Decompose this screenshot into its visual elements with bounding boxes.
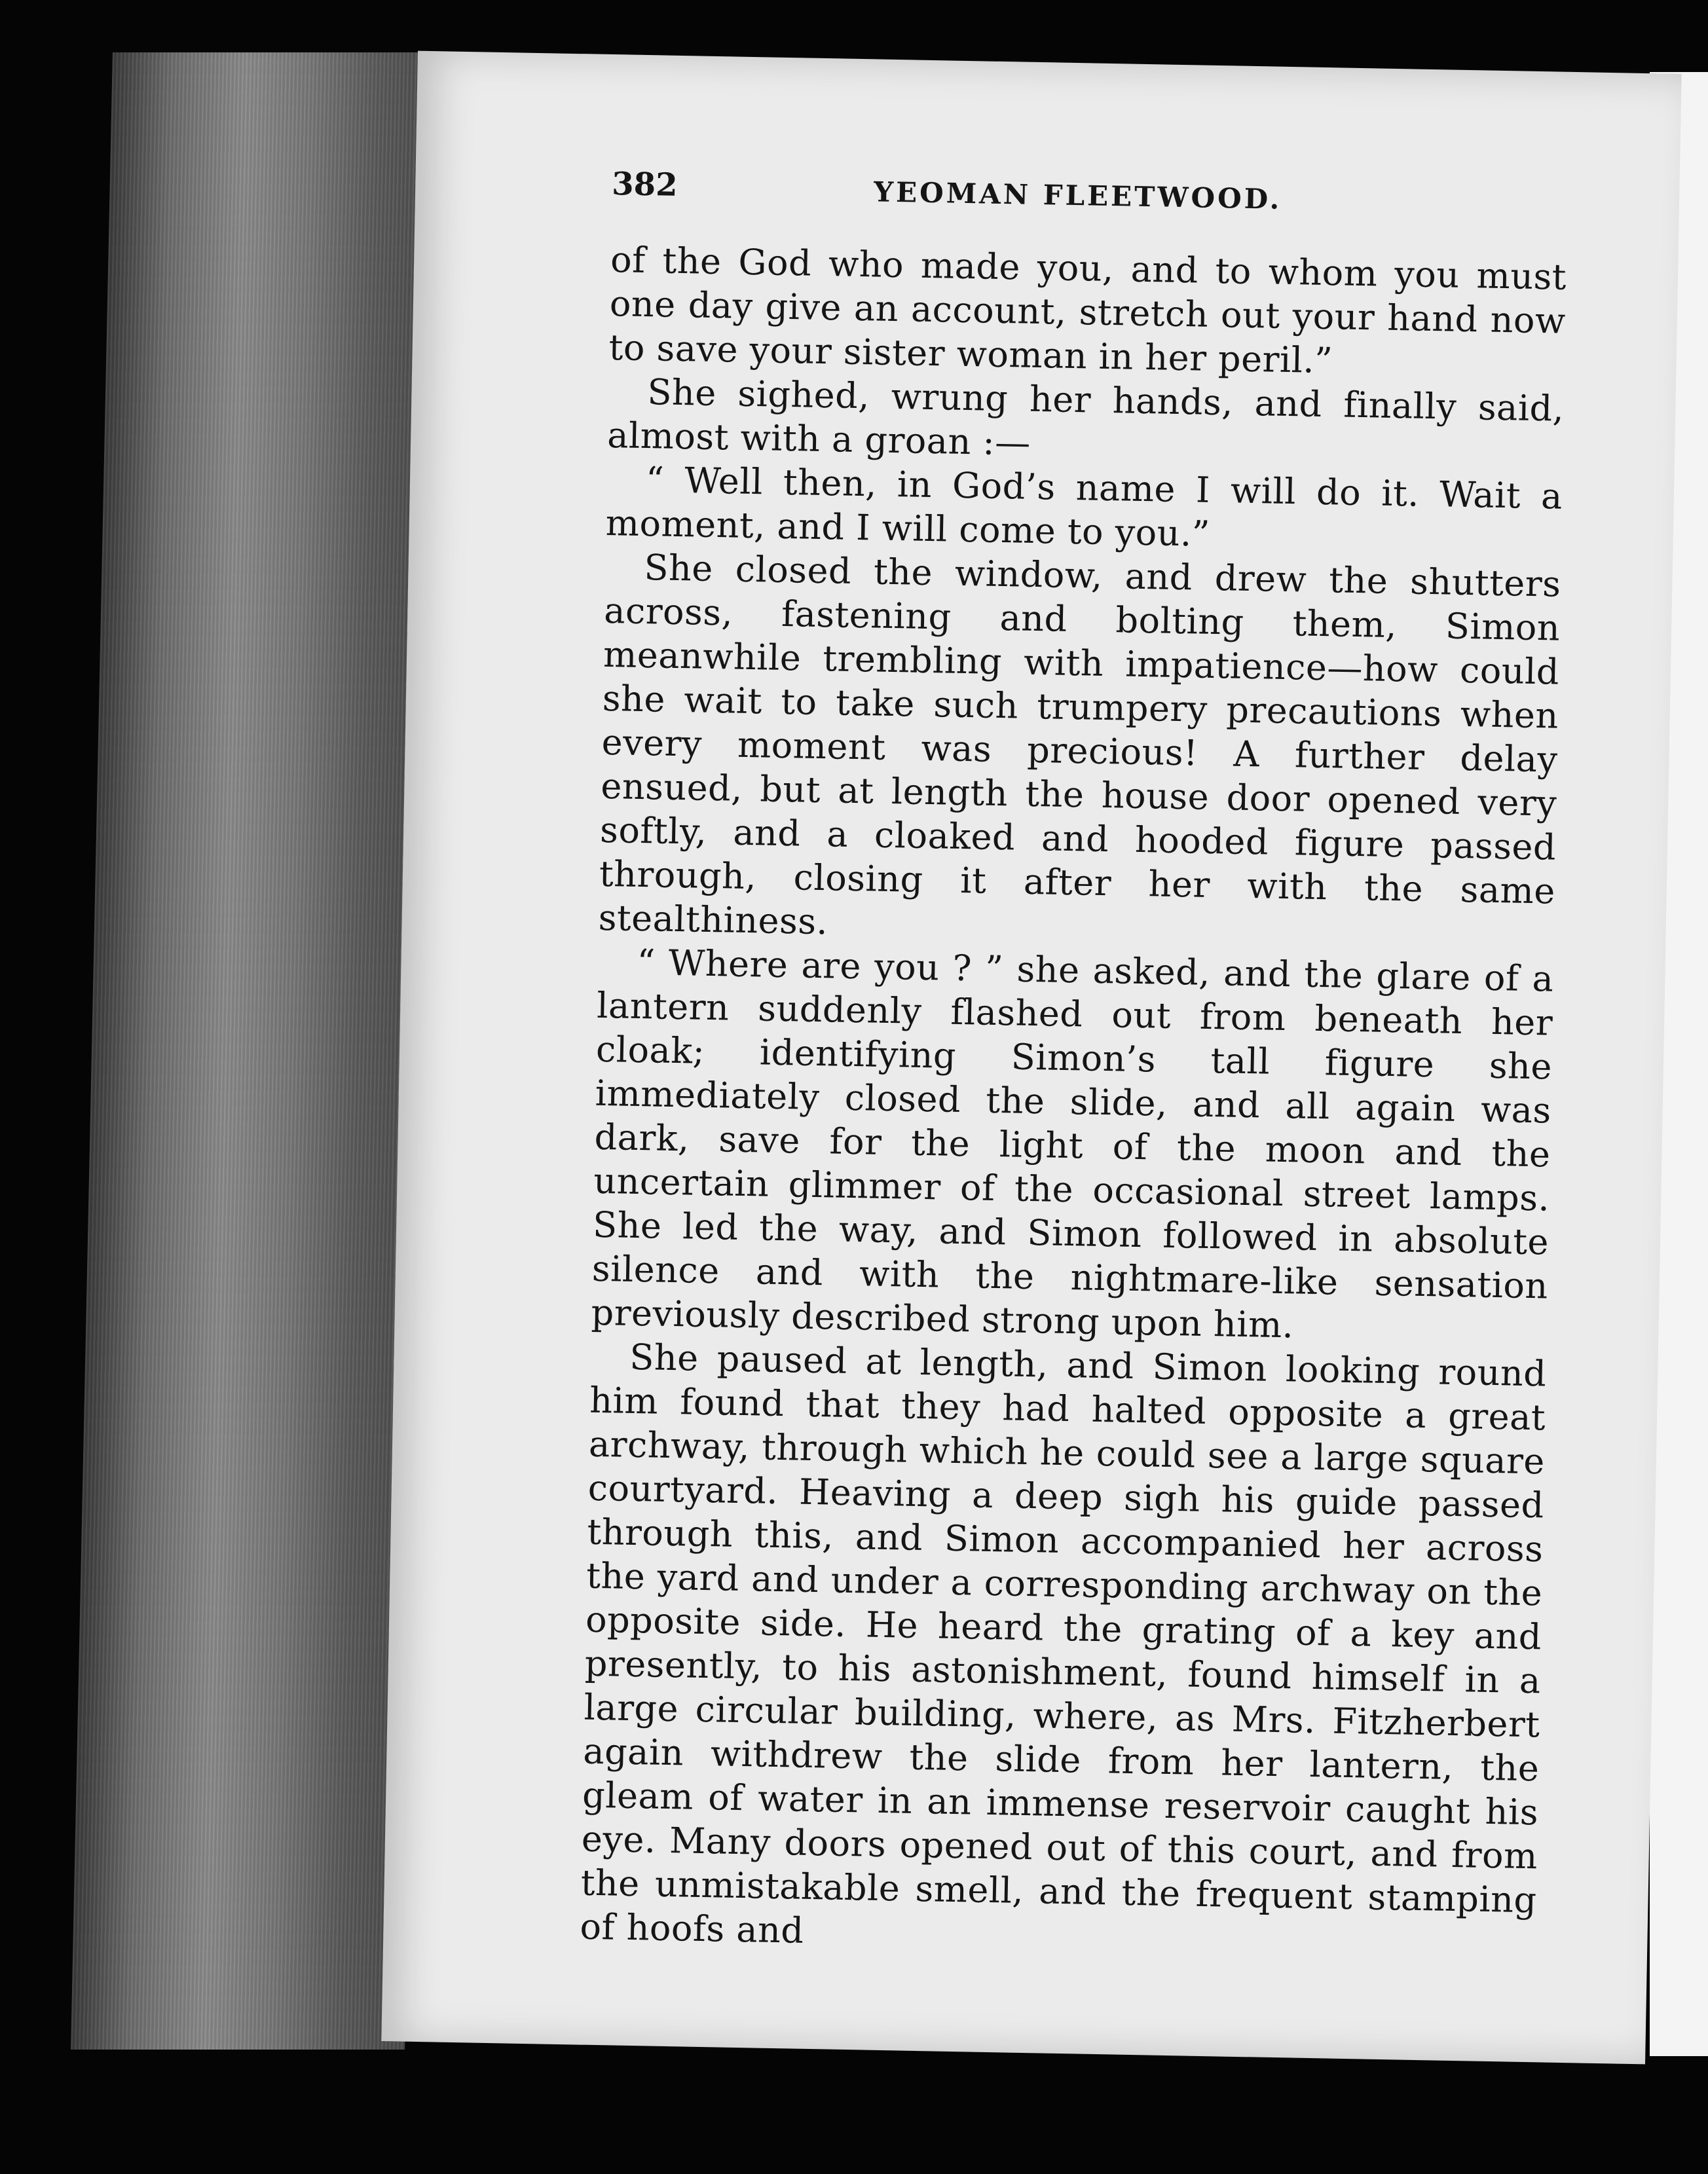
page-content <box>580 166 1569 1966</box>
paragraph: of the God who made you, and to whom you must one day give an account, stretch out your hand now to save your sister woman in her peril.” <box>608 239 1567 382</box>
paragraph: “ Well then, in God’s name I will do it. Wait a moment, and I will come to you.” <box>605 459 1563 555</box>
running-title: YEOMAN FLEETWOOD. <box>873 175 1282 215</box>
running-head <box>611 166 1568 242</box>
body-text <box>580 238 1567 1966</box>
paragraph: She closed the window, and drew the shutters across, fastening and bolting them, Simon meanwhile trembling with impatience—how could she wait to take such trumpery precautions when every moment was precious! A further delay ensued, but at length the house door opened very softly, and a cloaked and hooded figure passed through, closing it after her with the same stealthiness. <box>598 547 1561 943</box>
paragraph: She paused at length, and Simon looking round him found that they had halted opposite a great archway, through which he could see a large square courtyard. Heaving a deep sigh his guide passed through this, and Simon accompanied her across the yard and under a corresponding archway on the opposite side. He heard the grating of a key and presently, to his astonishment, found himself in a large circular building, where, as Mrs. Fitzherbert again withdrew the slide from her lantern, the gleam of water in an immense reservoir caught his eye. Many doors opened out of this court, and from the unmistakable smell, and the frequent stamping of hoofs and <box>579 1336 1547 1951</box>
paragraph: She sighed, wrung her hands, and finally said, almost with a groan :— <box>606 371 1565 464</box>
page-number: 382 <box>611 166 678 204</box>
book-page <box>381 51 1681 2065</box>
paragraph: “ Where are you ? ” she asked, and the glare of a lantern suddenly flashed out from beneath her cloak; identifying Simon’s tall figure she immediately closed the slide, and all again was dark, save for the light of the moon and the uncertain glimmer of the occasional street lamps. She led the way, and Simon followed in absolute silence and with the nightmare-like sensation previously described strong upon him. <box>591 941 1554 1346</box>
